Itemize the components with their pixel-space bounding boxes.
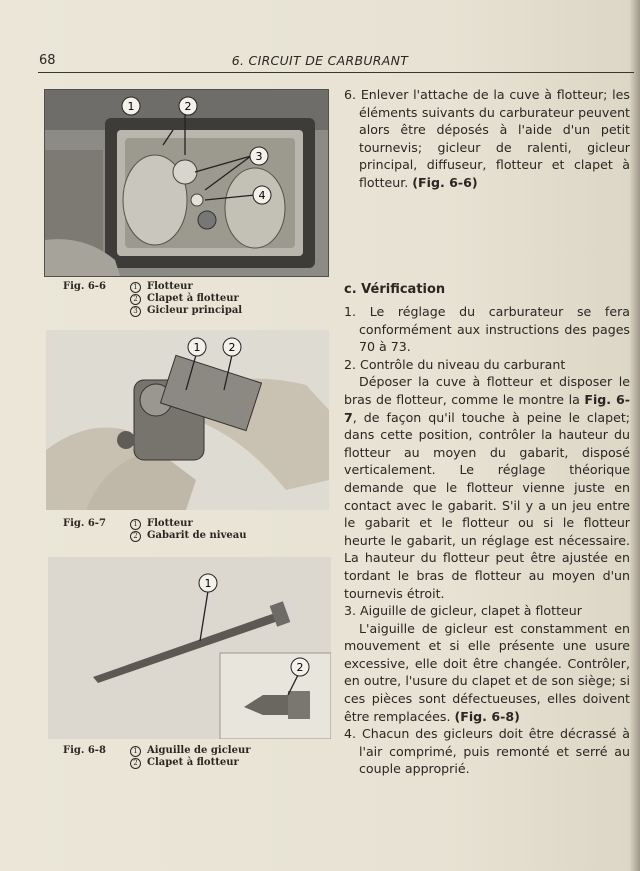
callout-number: 3 xyxy=(130,306,141,317)
fig-6-8-callout-1: 1 xyxy=(204,577,212,590)
step-6-text: Enlever l'attache de la cuve à flotteur; les éléments suivants du carburateur peuvent alors être déposés à l'aide d'un petit tournevis; gicleur de ralenti, gicleur principal, diffuseur, flotteur et clapet à flotteur. xyxy=(359,87,630,190)
item-1-number: 1. xyxy=(344,304,357,319)
callout-number: 2 xyxy=(130,531,141,542)
callout-number: 2 xyxy=(130,294,141,305)
callout-number: 1 xyxy=(130,519,141,530)
callout-number: 1 xyxy=(130,282,141,293)
section-title-verification: c. Vérification xyxy=(344,282,446,297)
fig-6-7-label: Fig. 6-7 xyxy=(63,518,106,529)
fig-6-8-photo xyxy=(48,557,331,739)
caption-item xyxy=(130,281,242,293)
list-item-1 xyxy=(344,303,630,356)
fig-6-6-photo xyxy=(44,89,329,277)
item-2-text-a: Déposer la cuve à flotteur et disposer le bras de flotteur, comme le montre la xyxy=(344,374,630,407)
item-3-paragraph xyxy=(344,620,630,726)
caption-text: Gicleur principal xyxy=(147,305,243,316)
item-1-text: Le réglage du carburateur se fera conformément aux instructions des pages 70 à 73. xyxy=(359,304,630,355)
fig-6-6-callout-3: 3 xyxy=(255,150,263,163)
item-4-text: Chacun des gicleurs doit être décrassé à l'air comprimé, puis remonté et serré au couple approprié. xyxy=(359,726,630,777)
list-item-4 xyxy=(344,725,630,778)
item-3-fig-ref: (Fig. 6-8) xyxy=(454,708,520,724)
caption-item xyxy=(130,745,250,757)
caption-item xyxy=(130,293,242,305)
fig-6-6-label: Fig. 6-6 xyxy=(63,281,106,292)
caption-text: Clapet à flotteur xyxy=(147,757,239,768)
item-3-number: 3. xyxy=(344,603,357,619)
step-6 xyxy=(344,86,630,192)
item-3-text: L'aiguille de gicleur est constamment en mouvement et si elle présente une usure excessive, elle doit être changée. Contrôler, en outre, l'usure du clapet et de son siège; si ces pièces sont défectueuses, elles doivent être remplacées. xyxy=(344,620,630,724)
callout-number: 1 xyxy=(130,746,141,757)
item-2-number: 2. xyxy=(344,356,357,372)
page-edge-shadow xyxy=(630,0,640,871)
chapter-title: 6. CIRCUIT DE CARBURANT xyxy=(231,53,409,68)
item-2-paragraph xyxy=(344,373,630,602)
item-4-number: 4. xyxy=(344,726,357,742)
caption-item xyxy=(130,757,250,769)
caption-text: Gabarit de niveau xyxy=(147,530,247,541)
fig-6-8-label: Fig. 6-8 xyxy=(63,745,106,756)
item-2-text-b: , de façon qu'il touche à peine le clapet; dans cette position, contrôler la hauteur du flotteur au moyen du gabarit, disposé verticalement. Le réglage théorique demande que le flotteur vienne juste en contact avec le gabarit. S'il y a un jeu entre le gabarit et le flotteur ou si le flotteur heurte le gabarit, un réglage est nécessaire. La hauteur du flotteur peut être ajustée en tordant le bras de flotteur au moyen d'un tournevis étroit. xyxy=(344,409,630,601)
list-item-3 xyxy=(344,602,630,620)
caption-item xyxy=(130,305,242,317)
item-2-title: Contrôle du niveau du carburant xyxy=(360,356,566,372)
caption-text: Aiguille de gicleur xyxy=(147,745,251,756)
item-2-fig-ref: Fig. 6-7 xyxy=(344,391,630,425)
caption-text: Flotteur xyxy=(147,518,193,529)
page-number: 68 xyxy=(39,53,56,68)
step-6-fig-ref: (Fig. 6-6) xyxy=(412,174,478,190)
caption-item xyxy=(130,530,247,542)
step-6-number: 6. xyxy=(344,87,357,102)
fig-6-6-callout-1: 1 xyxy=(127,100,135,113)
list-item-2 xyxy=(344,356,630,374)
fig-6-7-callout-1: 1 xyxy=(193,341,201,354)
callout-number: 2 xyxy=(130,758,141,769)
fig-6-6-callout-4: 4 xyxy=(258,189,266,202)
caption-text: Clapet à flotteur xyxy=(147,293,239,304)
fig-6-8-callout-2: 2 xyxy=(296,661,304,674)
header-rule xyxy=(38,72,634,73)
caption-text: Flotteur xyxy=(147,281,193,292)
item-3-title: Aiguille de gicleur, clapet à flotteur xyxy=(360,603,582,619)
verification-list xyxy=(344,303,630,778)
caption-item xyxy=(130,518,247,530)
fig-6-6-callout-2: 2 xyxy=(184,100,192,113)
fig-6-7-callout-2: 2 xyxy=(228,341,236,354)
fig-6-7-photo xyxy=(46,330,329,510)
